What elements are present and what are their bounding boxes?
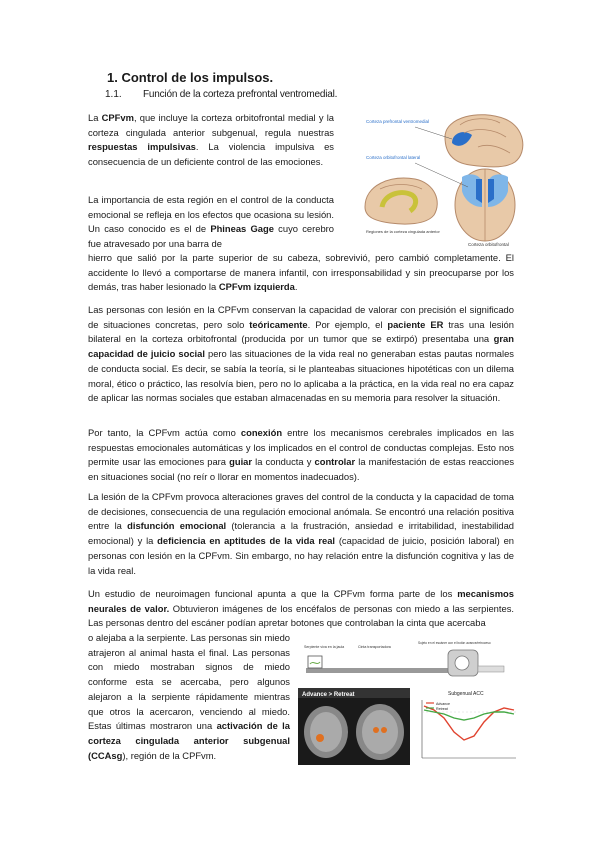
label-cpfvm: Corteza prefrontal ventromedial [366,119,430,124]
label-serpiente: Serpiente viva en la jaula [304,645,345,649]
snake-experiment-figure [298,640,520,765]
label-sujeto: Sujeto en el escáner con el botón avance/retroceso [418,641,491,645]
label-orbitofrontal-lateral: Corteza orbitofrontal lateral [366,155,421,160]
paragraph-1: La CPFvm, que incluye la corteza orbitofrontal medial y la corteza cingulada anterior subgenual, regula nuestras respuestas impulsivas. La violencia impulsiva es consecuencia de un deficiente control de las emociones. [88,112,334,168]
label-cingulada: Regiones de la corteza cingulada anterior [366,229,440,234]
brain-ventral-view [455,169,515,241]
brain-sagittal-top [445,115,523,167]
paragraph-5: La lesión de la CPFvm provoca alteraciones graves del control de la conducta y la capacidad de toma de decisiones, consecuencia de una regulación emocional anómala. Se encontró una relación positiva entre la disfunción emocional (tolerancia a la frustración, ansiedad e irritabilidad, inestabilidad emocional) y la deficiencia en aptitudes de la vida real (capacidad de juicio, posición laboral) en personas con lesión en la CPFvm. Sin embargo, no hay relación entre la disfunción cognitiva y las de la vida real. [88,491,515,576]
subgenual-acc-chart [412,688,520,765]
paragraph-3: Las personas con lesión en la CPFvm conservan la capacidad de valorar con precisión el significado de situaciones concretas, pero solo teóricamente. Por ejemplo, el paciente ER tras una lesión bilateral en la corteza orbitofrontal (producida por un tumor que se extirpó) presentaba una gran capacidad de juicio social pero las situaciones de la vida real no generaban estas pautas normales de conducta social. Es decir, se sabía la teoría, si le planteabas situaciones hipotéticas con un dilema moral, ético o práctico, las resolvía bien, pero no lo aplicaba a la práctica, en la vida real no era capaz de aplicar las normas sociales que estaban almacenadas en su memoria para resolver la situación. [88,304,514,404]
brain-slices-panel [298,688,410,765]
label-advance-retreat: Advance > Retreat [302,692,355,698]
label-subgenual-acc: Subgenual ACC [448,691,484,697]
label-orbitofrontal: Corteza orbitofrontal [468,242,509,247]
paragraph-2-part-b: hierro que salió por la parte superior de su cabeza, sobrevivió, pero cambió completamente. El accidente lo llevó a comportarse de manera infantil, con irresponsabilidad y sin preocuparse por los demás, tras haber lesionado la CPFvm izquierda. [88,252,514,293]
subheading-funcion-cpfvm [105,89,337,100]
legend-advance: Advance [436,702,450,706]
brain-sagittal-bottom [365,178,437,224]
heading-control-impulsos: 1. Control de los impulsos. [107,70,274,85]
brain-regions-figure [360,107,530,247]
subheading-number: 1.1. [105,89,122,100]
label-cinta: Cinta transportadora [358,645,391,649]
experiment-schematic [304,641,504,676]
subheading-text: Función de la corteza prefrontal ventromedial. [143,89,338,100]
paragraph-6-part-b: o alejaba a la serpiente. Las personas sin miedo atrajeron al animal hasta el final. Las personas con miedo mostraban signos de miedo conforme esta se acercaba, pero algunos alejaron a la serpiente rápidamente mientras que otros la acercaron, venciendo al miedo. Estas últimas mostraron una activación de la corteza cingulada anterior subgenual (CCAsg), región de la CPFvm. [88,632,291,761]
paragraph-6-part-a: Un estudio de neuroimagen funcional apunta a que la CPFvm forma parte de los mecanismos neurales de valor. Obtuvieron imágenes de los encéfalos de personas con miedo a las serpientes. Las personas dentro del escáner podían apretar botones que controlaban la cinta que acercaba [88,588,514,629]
paragraph-2-part-a: La importancia de esta región en el control de la conducta emocional se refleja en los efectos que ocasiona su lesión. Un caso conocido es el de Phineas Gage cuyo cerebro fue atravesado por una barra de [88,194,334,250]
legend-retreat: Retreat [436,707,448,711]
paragraph-4: Por tanto, la CPFvm actúa como conexión entre los mecanismos cerebrales implicados en las respuestas emocionales automáticas y los implicados en el control de conductas complejas. Esto nos permite usar las emociones para guiar la conducta y controlar la manifestación de estas reacciones en situaciones social (no reír o llorar en momentos inadecuados). [88,427,515,483]
